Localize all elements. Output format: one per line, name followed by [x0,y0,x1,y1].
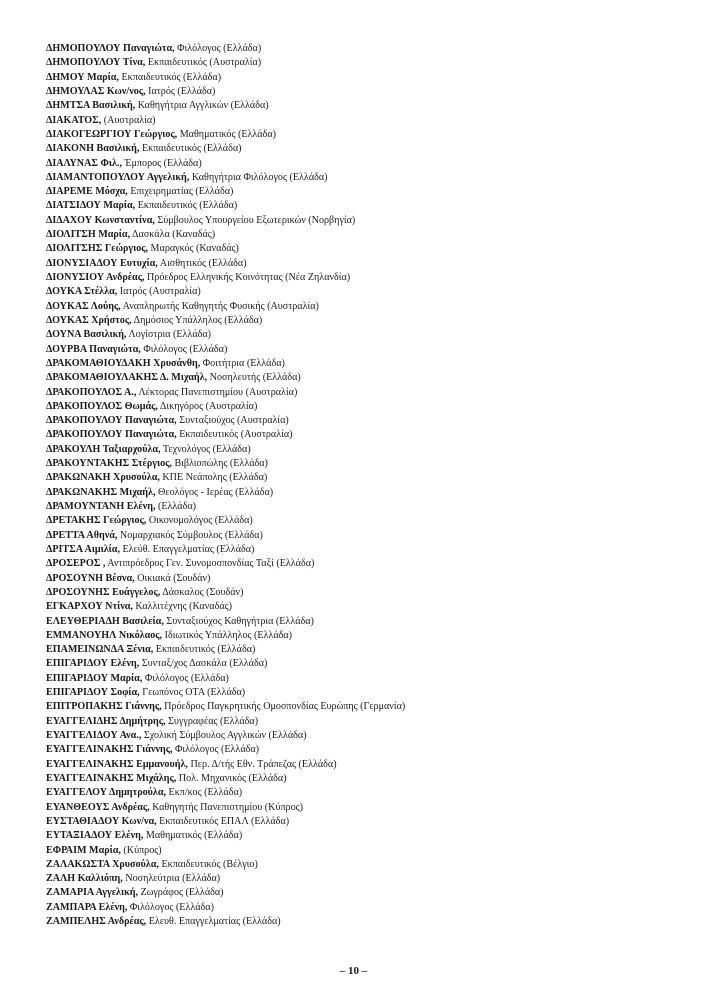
person-description: (Κύπρος) [120,844,162,856]
person-name: ΔΡΕΤΑΚΗΣ Γεώργιος, [46,515,147,527]
person-name: ΔΙΑΚΑΤΟΣ, [46,114,102,126]
person-description: Οικονομολόγος (Ελλάδα) [146,515,253,527]
person-description: Καλλιτέχνης (Καναδάς) [132,601,232,613]
person-name: ΕΠΙΤΡΟΠΑΚΗΣ Γιάννης, [46,701,162,713]
list-item [46,872,686,886]
person-name: ΔΡΑΚΩΝΑΚΗΣ Μιχαήλ, [46,486,156,498]
person-name: ΔΙΟΛΙΤΣΗΣ Γεώργιος, [46,243,149,255]
list-item [46,300,686,314]
person-name: ΕΥΑΓΓΕΛΟΥ Δημητρούλα, [46,787,166,799]
person-name: ΔΡΑΜΟΥΝΤΑΝΗ Ελένη, [46,501,156,512]
person-description: Ελευθ. Επαγγελματίας (Ελλάδα) [146,916,281,928]
person-name: ΔΟΥΡΒΑ Παναγιώτα, [46,343,141,355]
list-item [46,758,686,772]
person-description: Τεχνολόγος (Ελλάδα) [160,443,251,455]
person-description: Θεολόγος - Ιερέας (Ελλάδα) [155,486,274,498]
person-name: ΕΠΙΓΑΡΙΔΟΥ Μαρία, [46,672,143,684]
list-item [46,443,686,457]
person-name: ΕΥΑΓΓΕΛΙΔΟΥ Ανα., [46,730,142,741]
list-item [46,886,686,900]
person-name: ΖΑΜΠΕΛΗΣ Ανδρέας, [46,916,147,928]
list-item [46,271,686,285]
list-item [46,529,686,543]
person-name: ΔΟΥΚΑ Στέλλα, [46,286,118,298]
list-item [46,643,686,657]
person-description: Εκπ/κος (Ελλάδα) [166,787,243,799]
person-name: ΔΗΜΟΥΛΑΣ Κων/νος, [46,85,146,97]
person-description: Ιδιωτικός Υπάλληλος (Ελλάδα) [162,629,293,641]
list-item [46,428,686,442]
person-description: Αντιπρόεδρος Γεν. Συνομοσπονδίας Ταξί (Ελλάδα) [105,558,315,570]
person-description: Επιχειρηματίας (Ελλάδα) [127,186,234,198]
person-name: ΔΗΜΤΣΑ Βασιλική, [46,100,136,112]
list-item [46,285,686,299]
list-item [46,772,686,786]
person-description: Εκπαιδευτικός ΕΠΑΛ (Ελλάδα) [156,815,290,827]
person-name: ΔΙΟΛΙΤΣΗ Μαρία, [46,229,131,241]
person-description: Καθηγητής Πανεπιστημίου (Κύπρος) [149,801,303,813]
person-description: Λογίστρια (Ελλάδα) [126,329,212,341]
person-description: Ελεύθ. Επαγγελματίας (Ελλάδα) [119,543,255,555]
person-description: Πολ. Μηχανικός (Ελλάδα) [176,772,287,784]
list-item [46,743,686,757]
person-description: Νοσηλευτής (Ελλάδα) [207,372,301,384]
list-item [46,629,686,643]
list-item [46,815,686,829]
list-item [46,486,686,500]
person-description: Φιλόλογος (Ελλάδα) [127,901,214,913]
person-name: ΕΥΑΓΓΕΛΙΝΑΚΗΣ Εμμανουήλ, [46,758,188,770]
person-name: ΔΡΑΚΟΜΑΘΙΟΥΛΑΚΗΣ Δ. Μιχαήλ, [46,372,208,384]
person-description: Καθηγήτρια Φιλόλογος (Ελλάδα) [189,171,328,183]
list-item [46,71,686,85]
person-name: ΔΙΑΜΑΝΤΟΠΟΥΛΟΥ Αγγελική, [46,171,190,183]
list-item [46,500,686,514]
person-description: Εκπαιδευτικός (Αυστραλία) [176,429,293,441]
person-name: ΔΙΟΝΥΣΙΟΥ Ανδρέας, [46,272,145,283]
list-item [46,56,686,70]
person-description: Έμπορος (Ελλάδα) [121,157,202,169]
list-item [46,457,686,471]
person-name: ΔΡΟΣΕΡΟΣ , [46,558,106,570]
list-item [46,572,686,586]
person-description: Ιατρός (Ελλάδα) [145,85,216,97]
person-name: ΔΙΟΝΥΣΙΑΔΟΥ Ευτυχία, [46,257,158,269]
person-description: Βιβλιοπώλης (Ελλάδα) [171,458,268,470]
person-name: ΔΙΑΡΕΜΕ Μόσχα, [46,186,128,198]
list-item [46,42,686,56]
person-description: Νοσηλεύτρια (Ελλάδα) [122,873,221,885]
person-name: ΔΡΑΚΟΥΛΗ Ταξιαρχούλα, [46,443,161,455]
person-name: ΕΠΙΓΑΡΙΔΟΥ Σοφία, [46,687,140,699]
person-name: ΕΥΑΓΓΕΛΙΔΗΣ Δημήτρης, [46,715,166,727]
person-description: Μαθηματικός (Ελλάδα) [177,128,276,140]
person-description: (Ελλάδα) [155,501,197,512]
list-item [46,214,686,228]
person-name: ΕΜΜΑΝΟΥΗΛ Νικόλαος, [46,629,163,641]
person-description: Εκπαιδευτικός (Αυστραλία) [145,57,262,69]
list-item [46,157,686,171]
list-item [46,786,686,800]
person-description: ΚΠΕ Νεάπολης (Ελλάδα) [159,472,268,484]
person-description: Νομαρχιακός Σύμβουλος (Ελλάδα) [117,529,263,541]
person-description: Συνταξιούχος (Αυστραλία) [176,415,289,427]
person-name: ΔΡΕΤΤΑ Αθηνά, [46,529,118,541]
list-item [46,242,686,256]
list-item [46,171,686,185]
person-description: Φιλόλογος (Ελλάδα) [172,744,260,756]
person-description: Δημόσιος Υπάλληλος (Ελλάδα) [131,314,263,326]
person-name: ΔΙΑΚΟΝΗ Βασιλική, [46,143,140,155]
person-name: ΕΛΕΥΘΕΡΙΑΔΗ Βασιλεία, [46,615,164,627]
person-name: ΔΡΙΤΣΑ Αιμιλία, [46,543,120,555]
person-description: Φιλόλογος (Ελλάδα) [140,343,228,355]
person-name: ΔΡΑΚΟΠΟΥΛΟΣ Θωμάς, [46,400,158,412]
page-number: – 10 – [339,965,368,977]
person-name: ΖΑΛΑΚΩΣΤΑ Χρυσούλα, [46,858,159,870]
person-name: ΔΙΔΑΧΟΥ Κωνσταντίνα, [46,214,155,226]
list-item [46,371,686,385]
person-description: Δασκάλα (Καναδάς) [130,229,216,241]
list-item [46,199,686,213]
person-name: ΔΡΑΚΟΠΟΥΛΟΣ Α., [46,386,137,398]
list-item [46,514,686,528]
person-description: Γεωπόνος ΟΤΑ (Ελλάδα) [139,687,246,699]
person-name: ΔΡΑΚΟΥΝΤΑΚΗΣ Στέργιος, [46,458,172,470]
person-name: ΔΡΑΚΟΜΑΘΙΟΥΔΑΚΗ Χρυσάνθη, [46,357,201,369]
list-item [46,128,686,142]
person-description: Φιλόλογος (Ελλάδα) [142,672,229,684]
list-item [46,314,686,328]
person-description: Περ. Δ/τής Εθν. Τράπεζας (Ελλάδα) [187,758,337,770]
person-name: ΔΡΑΚΩΝΑΚΗ Χρυσούλα, [46,472,160,484]
list-item [46,686,686,700]
person-description: Σύμβουλος Υπουργείου Εξωτερικών (Νορβηγία) [154,214,356,226]
list-item [46,328,686,342]
person-name: ΕΥΑΝΘΕΟΥΣ Ανδρέας, [46,801,150,813]
person-name: ΖΑΛΗ Καλλιόπη, [46,873,123,885]
person-name: ΔΟΥΚΑΣ Λούης, [46,300,121,312]
person-description: Σχολική Σύμβουλος Αγγλικών (Ελλάδα) [141,730,307,741]
person-name: ΔΗΜΟΥ Μαρία, [46,71,119,83]
person-description: Καθηγήτρια Αγγλικών (Ελλάδα) [135,100,269,112]
person-name: ΔΙΑΚΟΓΕΩΡΓΙΟΥ Γεώργιος, [46,128,178,140]
list-item [46,114,686,128]
person-description: (Αυστραλία) [101,114,156,126]
person-name: ΕΠΑΜΕΙΝΩΝΔΑ Ξένια, [46,644,154,656]
person-description: Φιλόλογος (Ελλάδα) [174,43,262,54]
person-description: Πρόεδρος Ελληνικής Κοινότητας (Νέα Ζηλανδία) [144,272,351,283]
person-name: ΔΡΑΚΟΠΟΥΛΟΥ Παναγιώτα, [46,415,177,427]
person-name: ΕΦΡΑΙΜ Μαρία, [46,844,121,856]
person-name: ΔΗΜΟΠΟΥΛΟΥ Παναγιώτα, [46,43,175,54]
list-item [46,586,686,600]
person-description: Εκπαιδευτικός (Ελλάδα) [153,644,256,656]
person-name: ΔΡΟΣΟΥΝΗ Βέσνα, [46,572,135,584]
person-name: ΕΠΙΓΑΡΙΔΟΥ Ελένη, [46,658,140,670]
person-name: ΕΓΚΑΡΧΟΥ Ντίνα, [46,601,133,613]
person-name: ΔΗΜΟΠΟΥΛΟΥ Τίνα, [46,57,146,69]
list-item [46,700,686,714]
person-name: ΕΥΣΤΑΘΙΑΔΟΥ Κων/να, [46,815,157,827]
participant-list [46,42,686,929]
person-name: ΖΑΜΠΑΡΑ Ελένη, [46,901,128,913]
person-description: Συγγραφέας (Ελλάδα) [165,715,259,727]
list-item [46,858,686,872]
person-description: Μαραγκός (Καναδάς) [148,243,239,255]
person-name: ΔΡΟΣΟΥΝΗΣ Ευάγγελος, [46,586,161,598]
list-item [46,142,686,156]
person-description: Ζωγράφος (Ελλάδα) [138,887,224,899]
person-name: ΕΥΑΓΓΕΛΙΝΑΚΗΣ Μιχάλης, [46,772,177,784]
person-description: Οικιακά (Σουδάν) [134,572,211,584]
list-item [46,657,686,671]
person-description: Συνταξιούχος Καθηγήτρια (Ελλάδα) [163,615,314,627]
list-item [46,543,686,557]
list-item [46,844,686,858]
person-name: ΕΥΤΑΞΙΑΔΟΥ Ελένη, [46,830,144,842]
list-item [46,829,686,843]
person-description: Δικηγόρος (Αυστραλία) [157,400,258,412]
list-item [46,557,686,571]
list-item [46,600,686,614]
person-name: ΔΙΑΤΣΙΔΟΥ Μαρία, [46,200,136,212]
person-description: Μαθηματικός (Ελλάδα) [143,830,243,842]
list-item [46,386,686,400]
person-name: ΔΙΑΛΥΝΑΣ Φιλ., [46,157,122,169]
list-item [46,185,686,199]
person-name: ΔΟΥΝΑ Βασιλική, [46,329,127,341]
person-description: Αναπληρωτής Καθηγητής Φυσικής (Αυστραλία) [120,300,319,312]
list-item [46,615,686,629]
person-description: Πρόεδρος Παγκρητικής Ομοσπονδίας Ευρώπης (Γερμανία) [161,701,406,713]
list-item [46,257,686,271]
list-item [46,99,686,113]
list-item [46,343,686,357]
list-item [46,715,686,729]
person-description: Αισθητικός (Ελλάδα) [157,257,247,269]
list-item [46,915,686,929]
list-item [46,729,686,743]
list-item [46,228,686,242]
list-item [46,414,686,428]
person-description: Εκπαιδευτικός (Βέλγιο) [158,858,258,870]
list-item [46,400,686,414]
person-name: ΖΑΜΑΡΙΑ Αγγελική, [46,887,138,899]
person-name: ΔΡΑΚΟΠΟΥΛΟΥ Παναγιώτα, [46,429,177,441]
person-description: Φοιτήτρια (Ελλάδα) [200,357,285,369]
person-description: Εκπαιδευτικός (Ελλάδα) [139,143,242,155]
list-item [46,672,686,686]
list-item [46,901,686,915]
list-item [46,357,686,371]
person-description: Λέκτορας Πανεπιστημίου (Αυστραλία) [136,386,298,398]
person-description: Ιατρός (Αυστραλία) [117,286,201,298]
person-description: Δάσκαλος (Σουδάν) [160,586,244,598]
person-description: Εκπαιδευτικός (Ελλάδα) [135,200,238,212]
person-description: Συνταξ/χος Δασκάλα (Ελλάδα) [139,658,268,670]
list-item [46,801,686,815]
person-name: ΔΟΥΚΑΣ Χρήστος, [46,314,132,326]
person-name: ΕΥΑΓΓΕΛΙΝΑΚΗΣ Γιάννης, [46,744,173,756]
list-item [46,471,686,485]
person-description: Εκπαιδευτικός (Ελλάδα) [118,71,222,83]
list-item [46,85,686,99]
